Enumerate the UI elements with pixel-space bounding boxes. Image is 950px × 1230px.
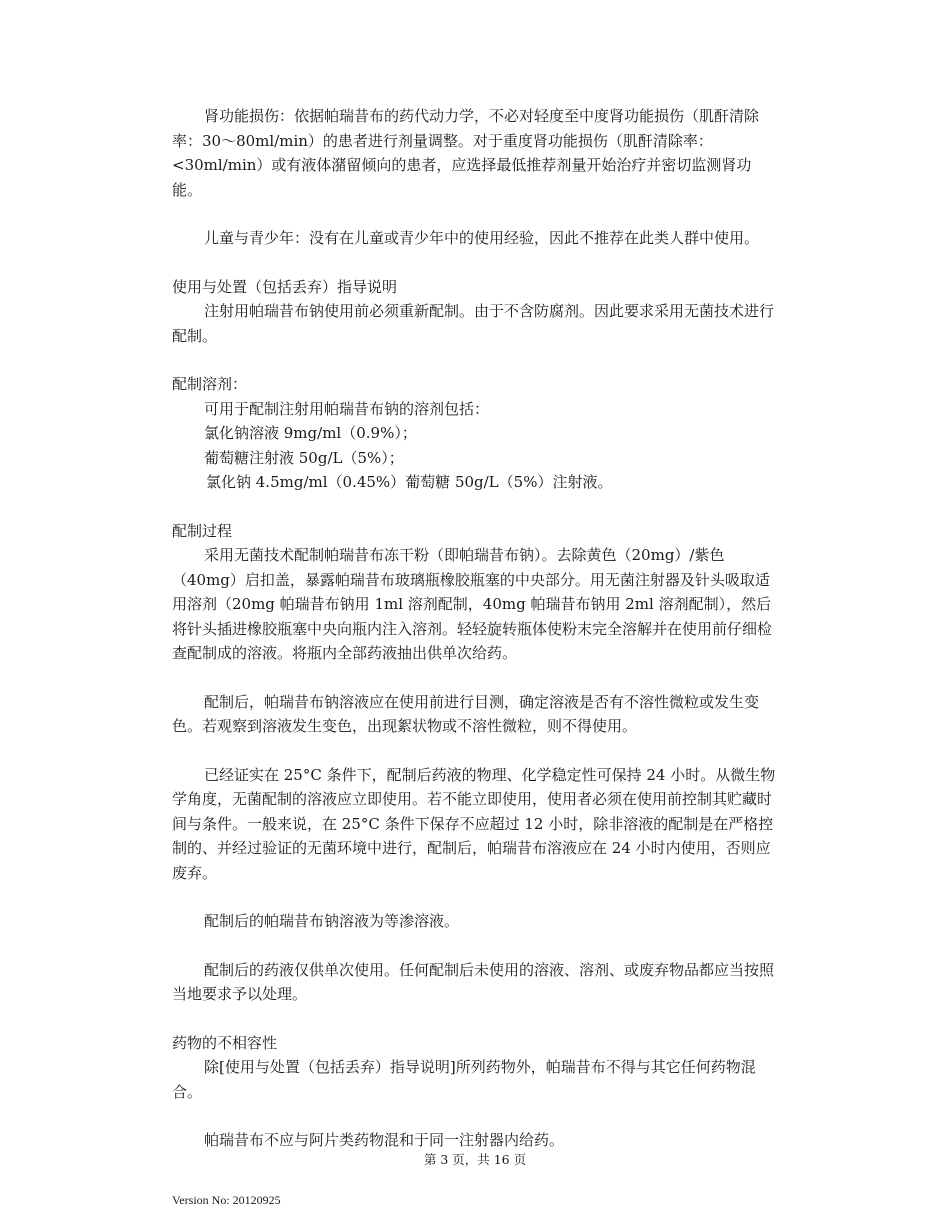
solvent-item: 氯化钠溶液 9mg/ml（0.9%）；	[204, 424, 417, 442]
heading-incompatibility: 药物的不相容性	[172, 1033, 278, 1052]
paragraph-isotonic: 配制后的帕瑞昔布钠溶液为等渗溶液。	[204, 912, 460, 930]
paragraph-inspection: 配制后，帕瑞昔布钠溶液应在使用前进行目测，确定溶液是否有不溶性微粒或发生变色。若观察到溶液发生变色，出现絮状物或不溶性微粒，则不得使用。	[172, 692, 760, 735]
version-number: Version No: 20120925	[172, 1193, 281, 1207]
paragraph-opioid: 帕瑞昔布不应与阿片类药物混和于同一注射器内给药。	[204, 1131, 565, 1149]
paragraph-children: 儿童与青少年：没有在儿童或青少年中的使用经验，因此不推荐在此类人群中使用。	[204, 229, 760, 247]
paragraph-stability: 已经证实在 25°C 条件下，配制后药液的物理、化学稳定性可保持 24 小时。从微生物学角度，无菌配制的溶液应立即使用。若不能立即使用，使用者必须在使用前控制其贮藏时间与条件。一般来说，在 25°C 条件下保存不应超过 12 小时，除非溶液的配制是在严格控制的、并经过验证的无菌环境中进行，配制后，帕瑞昔布溶液应在 24 小时内使用，否则应废弃。	[172, 765, 776, 882]
paragraph-single-use: 配制后的药液仅供单次使用。任何配制后未使用的溶液、溶剂、或废弃物品都应当按照当地要求予以处理。	[172, 960, 775, 1003]
paragraph-incompatibility: 除[使用与处置（包括丢弃）指导说明]所列药物外，帕瑞昔布不得与其它任何药物混合。	[172, 1058, 756, 1101]
solvent-item: 氯化钠 4.5mg/ml（0.45%）葡萄糖 50g/L（5%）注射液。	[206, 473, 613, 491]
document-body	[172, 104, 778, 1153]
paragraph-usage: 注射用帕瑞昔布钠使用前必须重新配制。由于不含防腐剂。因此要求采用无菌技术进行配制。	[172, 302, 775, 345]
solvent-intro: 可用于配制注射用帕瑞昔布钠的溶剂包括：	[204, 399, 490, 418]
heading-process: 配制过程	[172, 521, 233, 540]
heading-solvent: 配制溶剂：	[172, 375, 248, 393]
page-number: 第 3 页，共 16 页	[423, 1152, 527, 1167]
solvent-item: 葡萄糖注射液 50g/L（5%）；	[204, 448, 404, 467]
paragraph-process: 采用无菌技术配制帕瑞昔布冻干粉（即帕瑞昔布钠）。去除黄色（20mg）/紫色（40mg）启扣盖，暴露帕瑞昔布玻璃瓶橡胶瓶塞的中央部分。用无菌注射器及针头吸取适用溶剂（20mg 帕瑞昔布钠用 1ml 溶剂配制，40mg 帕瑞昔布钠用 2ml 溶剂配制），然后将针头插进橡胶瓶塞中央向瓶内注入溶剂。轻轻旋转瓶体使粉末完全溶解并在使用前仔细检查配制成的溶液。将瓶内全部药液抽出供单次给药。	[172, 546, 773, 662]
heading-usage: 使用与处置（包括丢弃）指导说明	[172, 277, 398, 296]
paragraph-renal-impairment: 肾功能损伤：依据帕瑞昔布的药代动力学，不必对轻度至中度肾功能损伤（肌酐清除率：30～80ml/min）的患者进行剂量调整。对于重度肾功能损伤（肌酐清除率：<30ml/min）或有液体潴留倾向的患者，应选择最低推荐剂量开始治疗并密切监测肾功能。	[172, 107, 760, 199]
